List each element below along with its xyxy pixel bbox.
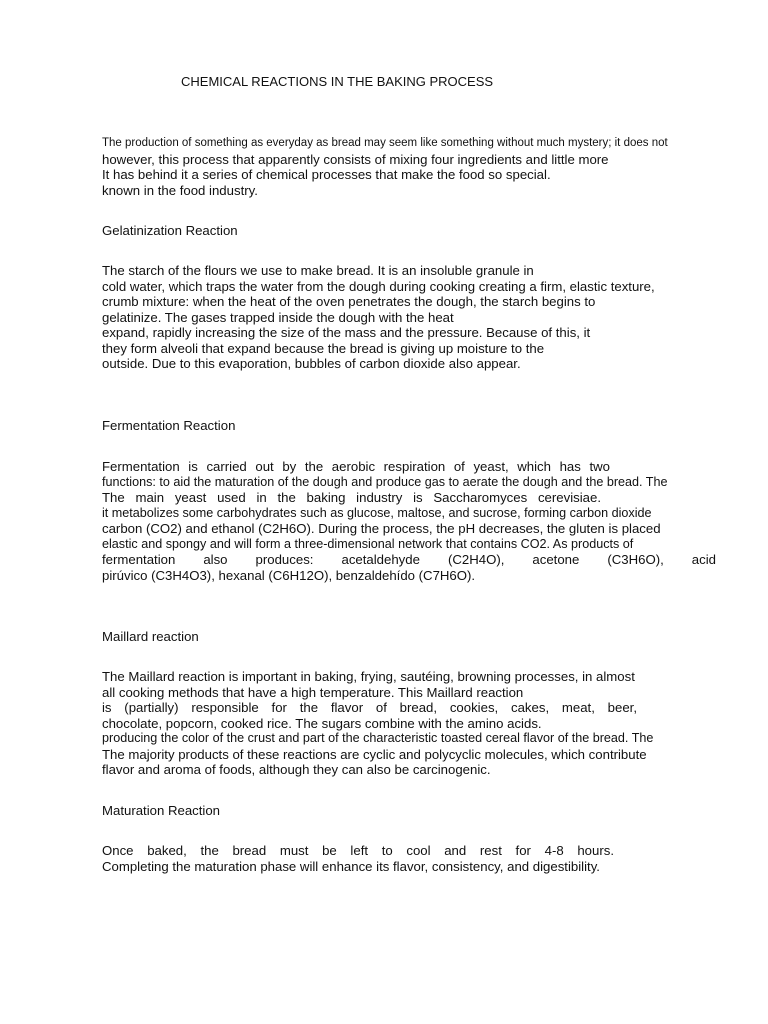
paragraph-line: The Maillard reaction is important in baking, frying, sautéing, browning processes, in almost xyxy=(102,669,635,684)
intro-line: however, this process that apparently consists of mixing four ingredients and little more xyxy=(102,151,609,167)
paragraph-line: is (partially) responsible for the flavor of bread, cookies, cakes, meat, beer, xyxy=(102,700,637,715)
paragraph-line: The main yeast used in the baking industry is Saccharomyces cerevisiae. xyxy=(102,490,601,505)
paragraph-line: The starch of the flours we use to make bread. It is an insoluble granule in xyxy=(102,263,534,278)
paragraph-line: outside. Due to this evaporation, bubbles of carbon dioxide also appear. xyxy=(102,356,521,371)
section-heading-maturation: Maturation Reaction xyxy=(102,803,221,818)
paragraph-line: expand, rapidly increasing the size of the mass and the pressure. Because of this, it xyxy=(102,325,591,340)
section-heading-fermentation: Fermentation Reaction xyxy=(102,418,236,433)
paragraph-line: gelatinize. The gases trapped inside the dough with the heat xyxy=(102,309,454,325)
paragraph-line: flavor and aroma of foods, although they can also be carcinogenic. xyxy=(102,762,491,777)
gelatinization-paragraph xyxy=(102,263,718,372)
paragraph-line: producing the color of the crust and part of the characteristic toasted cereal flavor of the bread. The xyxy=(102,731,654,745)
section-heading-maillard: Maillard reaction xyxy=(102,629,199,644)
paragraph-line: crumb mixture: when the heat of the oven penetrates the dough, the starch begins to xyxy=(102,294,596,309)
paragraph-line: Once baked, the bread must be left to cool and rest for 4-8 hours. xyxy=(102,843,614,858)
document-title: CHEMICAL REACTIONS IN THE BAKING PROCESS xyxy=(181,74,494,89)
paragraph-line: it metabolizes some carbohydrates such as glucose, maltose, and sucrose, forming carbon dioxide xyxy=(102,505,652,520)
maillard-paragraph xyxy=(102,669,718,778)
paragraph-line: cold water, which traps the water from the dough during cooking creating a firm, elastic texture, xyxy=(102,278,655,294)
paragraph-line: pirúvico (C3H4O3), hexanal (C6H12O), benzaldehído (C7H6O). xyxy=(102,567,476,583)
paragraph-line: functions: to aid the maturation of the dough and produce gas to aerate the dough and the bread. The xyxy=(102,474,668,489)
maturation-paragraph xyxy=(102,843,718,874)
intro-line: known in the food industry. xyxy=(102,182,258,198)
paragraph-line: all cooking methods that have a high temperature. This Maillard reaction xyxy=(102,684,524,700)
paragraph-line: chocolate, popcorn, cooked rice. The sugars combine with the amino acids. xyxy=(102,715,542,731)
section-heading-gelatinization: Gelatinization Reaction xyxy=(102,223,238,238)
paragraph-line: they form alveoli that expand because the bread is giving up moisture to the xyxy=(102,340,545,356)
intro-line: The production of something as everyday as bread may seem like something without much mystery; it does not xyxy=(102,137,668,149)
paragraph-line: The majority products of these reactions are cyclic and polycyclic molecules, which contribute xyxy=(102,746,647,762)
paragraph-line: Fermentation is carried out by the aerobic respiration of yeast, which has two xyxy=(102,459,610,474)
fermentation-paragraph xyxy=(102,459,718,583)
intro-paragraph xyxy=(102,136,718,198)
paragraph-line: Completing the maturation phase will enhance its flavor, consistency, and digestibility. xyxy=(102,858,600,874)
paragraph-line: fermentation also produces: acetaldehyde (C2H4O), acetone (C3H6O), acid xyxy=(102,552,716,567)
intro-line: It has behind it a series of chemical processes that make the food so special. xyxy=(102,167,551,182)
paragraph-line: elastic and spongy and will form a three-dimensional network that contains CO2. As products of xyxy=(102,536,634,551)
paragraph-line: carbon (CO2) and ethanol (C2H6O). During the process, the pH decreases, the gluten is placed xyxy=(102,521,661,536)
